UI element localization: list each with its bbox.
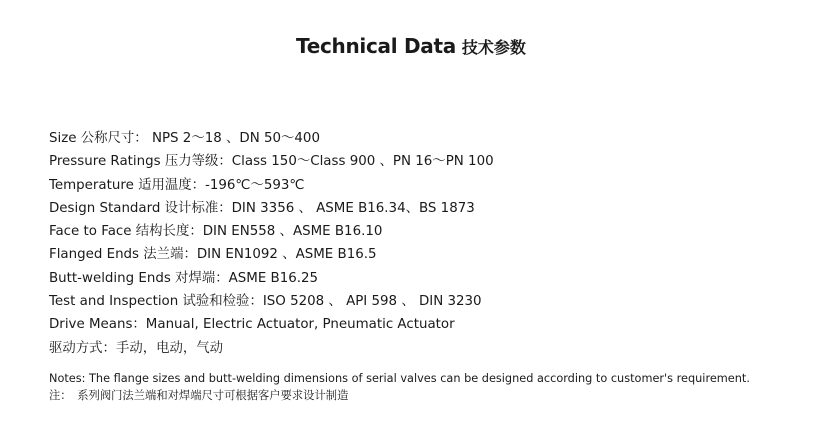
spec-face-to-face: Face to Face 结构长度：DIN EN558 、ASME B16.10 xyxy=(49,224,383,240)
spec-flanged-ends: Flanged Ends 法兰端：DIN EN1092 、ASME B16.5 xyxy=(49,247,377,263)
page-title xyxy=(0,34,822,58)
spec-temperature: Temperature 适用温度：-196℃～593℃ xyxy=(49,177,305,193)
spec-design-standard: Design Standard 设计标准：DIN 3356 、 ASME B16.34、BS 1873 xyxy=(49,200,475,216)
spec-butt-welding-ends: Butt-welding Ends 对焊端：ASME B16.25 xyxy=(49,270,319,286)
title-chinese: 技术参数 xyxy=(461,38,526,57)
spec-pressure-ratings: Pressure Ratings 压力等级：Class 150～Class 900 、PN 16～PN 100 xyxy=(49,154,494,170)
spec-size: Size 公称尺寸： NPS 2～18 、DN 50～400 xyxy=(49,131,320,146)
spec-test-inspection: Test and Inspection 试验和检验：ISO 5208 、 API 598 、 DIN 3230 xyxy=(49,294,482,310)
spec-list xyxy=(49,127,494,360)
spec-drive-means: Drive Means：Manual, Electric Actuator, Pneumatic Actuator xyxy=(49,317,455,333)
notes-chinese: 注： 系列阀门法兰端和对焊端尺寸可根据客户要求设计制造 xyxy=(49,389,349,402)
title-english: Technical Data xyxy=(296,34,456,58)
spec-drive-means-cn: 驱动方式：手动，电动，气动 xyxy=(49,340,224,356)
notes xyxy=(49,370,750,404)
notes-english: Notes: The flange sizes and butt-welding dimensions of serial valves can be designed according to customer's requirement. xyxy=(49,372,750,385)
